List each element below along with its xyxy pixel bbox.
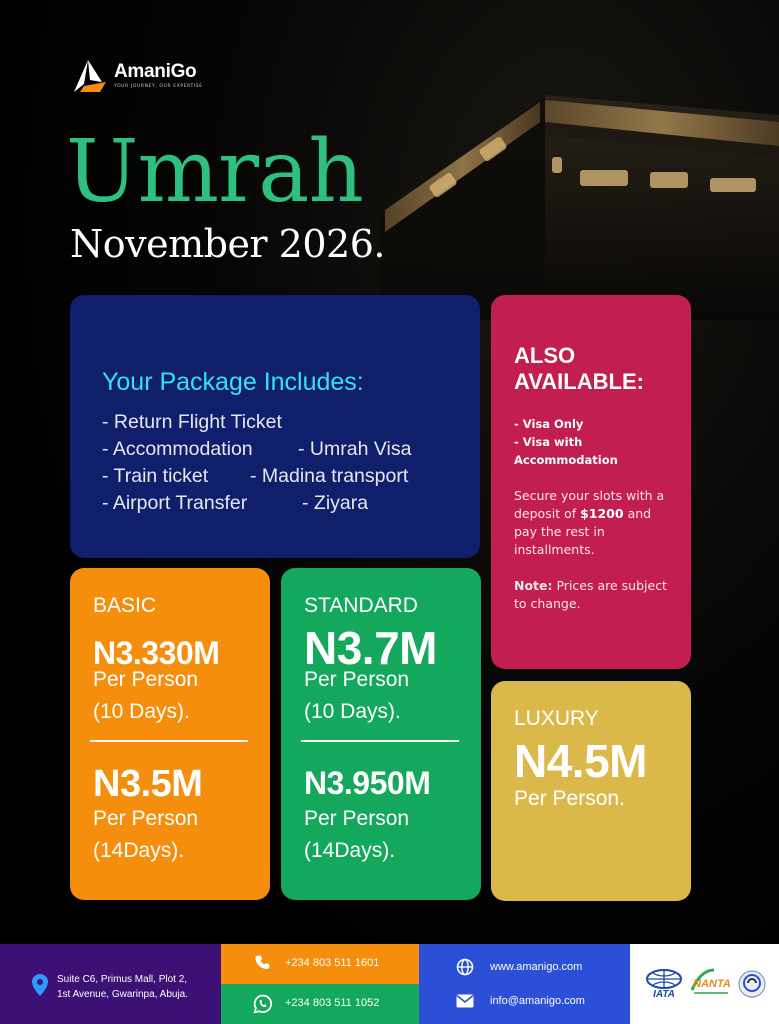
whatsapp-number: +234 803 511 1052 — [285, 997, 380, 1009]
deposit-text — [514, 487, 669, 559]
brand-tagline: YOUR JOURNEY, OUR EXPERTISE — [114, 84, 203, 89]
duration-label: (10 Days). — [304, 700, 401, 723]
package-item: - Return Flight Ticket — [102, 411, 282, 433]
brand-name: AmaniGo — [114, 61, 197, 82]
seal-logo-icon — [738, 970, 766, 998]
duration-label: (10 Days). — [93, 700, 190, 723]
tier-label: STANDARD — [304, 594, 418, 617]
package-item: - Train ticket — [102, 465, 209, 487]
basic-package-card — [70, 568, 270, 900]
package-item: - Umrah Visa — [298, 438, 412, 460]
price: N3.950M — [304, 765, 431, 801]
duration-label: (14Days). — [304, 839, 396, 862]
per-person-label: Per Person — [304, 807, 410, 830]
per-person-label: Per Person — [93, 668, 199, 691]
price: N3.5M — [93, 763, 203, 805]
price: N3.330M — [93, 635, 220, 671]
iata-label: IATA — [653, 989, 675, 998]
location-pin-icon — [32, 974, 48, 996]
price-note — [514, 577, 669, 613]
price: N3.7M — [304, 622, 437, 674]
hero-title: Umrah — [66, 122, 363, 222]
per-person-label: Per Person. — [514, 787, 625, 810]
deposit-text-end: and pay the rest in installments. — [514, 506, 652, 557]
whatsapp-icon — [253, 994, 273, 1014]
package-title: Your Package Includes: — [102, 368, 364, 396]
luxury-package-card — [491, 681, 691, 901]
per-person-label: Per Person — [304, 668, 410, 691]
per-person-label: Per Person — [93, 807, 199, 830]
footer — [0, 944, 779, 1024]
footer-phone[interactable] — [221, 944, 419, 984]
phone-number: +234 803 511 1601 — [285, 957, 380, 969]
package-row — [102, 409, 480, 436]
also-available-list — [514, 415, 669, 469]
deposit-text-start: Secure your slots with a deposit of — [514, 488, 665, 521]
standard-package-card — [281, 568, 481, 900]
iata-logo-icon — [644, 968, 684, 998]
package-item: - Accommodation — [102, 438, 253, 460]
note-text: Prices are subject to change. — [514, 578, 667, 611]
email-link[interactable]: info@amanigo.com — [490, 995, 585, 1007]
also-available-title — [514, 343, 669, 395]
note-label: Note: — [514, 578, 553, 593]
tier-label: BASIC — [93, 594, 157, 617]
package-item: - Madina transport — [250, 465, 409, 487]
list-item: - Visa with — [514, 435, 583, 449]
also-title-line: ALSO — [514, 343, 576, 368]
divider — [301, 740, 459, 742]
phone-icon — [255, 955, 271, 971]
package-card — [70, 295, 480, 558]
price: N4.5M — [514, 735, 647, 787]
list-item: Accommodation — [514, 453, 618, 467]
accreditation-logos — [630, 944, 779, 1024]
nanta-logo-icon — [688, 968, 734, 998]
website-link[interactable]: www.amanigo.com — [490, 961, 583, 973]
list-item: - Visa Only — [514, 417, 584, 431]
package-item: - Airport Transfer — [102, 492, 248, 514]
mail-icon — [456, 994, 474, 1008]
brand-logo — [72, 58, 203, 94]
also-available-card — [491, 295, 691, 669]
address-text — [57, 972, 188, 1002]
divider — [90, 740, 248, 742]
footer-contact — [419, 944, 630, 1024]
kaaba-image — [340, 60, 779, 320]
hero-subtitle: November 2026. — [70, 222, 385, 266]
package-row — [102, 490, 480, 517]
footer-whatsapp[interactable] — [221, 984, 419, 1024]
package-row — [102, 463, 480, 490]
duration-label: (14Days). — [93, 839, 185, 862]
logo-mark-icon — [72, 58, 108, 94]
nanta-label: NANTA — [693, 978, 731, 990]
package-row — [102, 436, 480, 463]
footer-address — [0, 944, 221, 1024]
package-item: - Ziyara — [302, 492, 369, 514]
address-line: Suite C6, Primus Mall, Plot 2, — [57, 974, 188, 985]
address-line: 1st Avenue, Gwarinpa, Abuja. — [57, 989, 189, 1000]
deposit-amount: $1200 — [580, 506, 624, 521]
globe-icon — [456, 958, 474, 976]
tier-label: LUXURY — [514, 707, 599, 730]
also-title-line: AVAILABLE: — [514, 369, 644, 394]
